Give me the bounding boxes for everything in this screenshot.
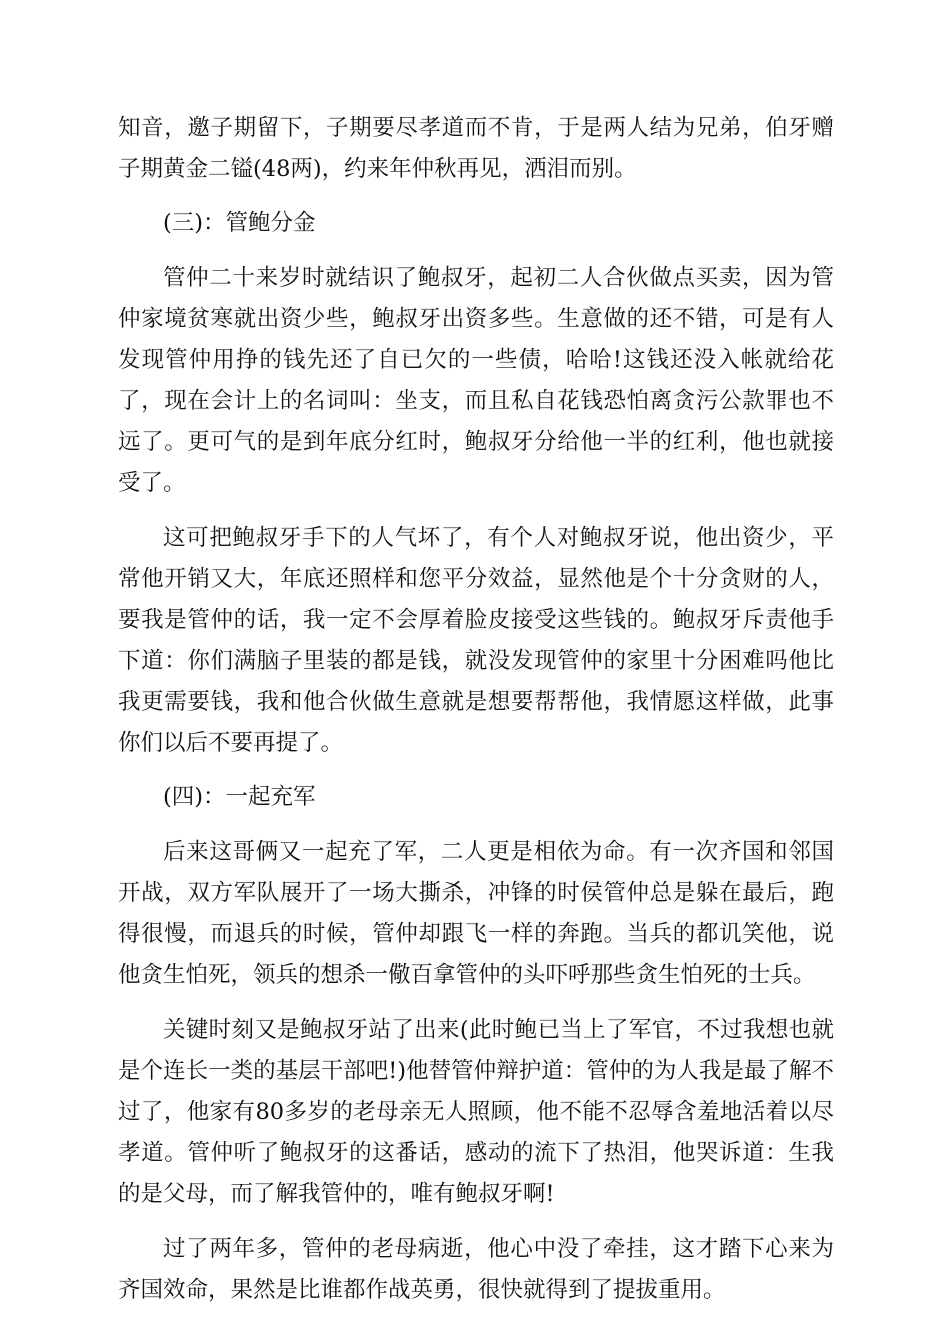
paragraph-1: 管仲二十来岁时就结识了鲍叔牙，起初二人合伙做点买卖，因为管仲家境贫寒就出资少些，鲍叔牙出资多些。生意做的还不错，可是有人发现管仲用挣的钱先还了自已欠的一些债，哈哈!这钱还没入帐就给花了，现在会计上的名词叫：坐支，而且私自花钱恐怕离贪污公款罪也不远了。更可气的是到年底分红时，鲍叔牙分给他一半的红利，他也就接受了。 — [118, 265, 834, 496]
paragraph-3: 后来这哥俩又一起充了军，二人更是相依为命。有一次齐国和邻国开战，双方军队展开了一场大撕杀，冲锋的时侯管仲总是躲在最后，跑得很慢，而退兵的时候，管仲却跟飞一样的奔跑。当兵的都讥笑他，说他贪生怕死，领兵的想杀一儆百拿管仲的头吓呼那些贪生怕死的士兵。 — [118, 839, 834, 988]
paragraph-2: 这可把鲍叔牙手下的人气坏了，有个人对鲍叔牙说，他出资少，平常他开销又大，年底还照样和您平分效益，显然他是个十分贪财的人，要我是管仲的话，我一定不会厚着脸皮接受这些钱的。鲍叔牙斥责他手下道：你们满脑子里装的都是钱，就没发现管仲的家里十分困难吗他比我更需要钱，我和他合伙做生意就是想要帮帮他，我情愿这样做，此事你们以后不要再提了。 — [118, 525, 834, 756]
section-heading-3: (三)：管鲍分金 — [163, 210, 316, 236]
document-page — [118, 108, 834, 1311]
section-heading-4: (四)：一起充军 — [163, 784, 316, 810]
paragraph-4: 关键时刻又是鲍叔牙站了出来(此时鲍已当上了军官，不过我想也就是个连长一类的基层干部吧!)他替管仲辩护道：管仲的为人我是最了解不过了，他家有80多岁的老母亲无人照顾，他不能不忍辱含羞地活着以尽孝道。管仲听了鲍叔牙的这番话，感动的流下了热泪，他哭诉道：生我的是父母，而了解我管仲的，唯有鲍叔牙啊! — [118, 1017, 834, 1207]
paragraph-5: 过了两年多，管仲的老母病逝，他心中没了牵挂，这才踏下心来为齐国效命，果然是比谁都作战英勇，很快就得到了提拔重用。 — [118, 1236, 834, 1303]
paragraph-continued: 知音，邀子期留下，子期要尽孝道而不肯，于是两人结为兄弟，伯牙赠子期黄金二镒(48两)，约来年仲秋再见，洒泪而别。 — [118, 115, 834, 182]
